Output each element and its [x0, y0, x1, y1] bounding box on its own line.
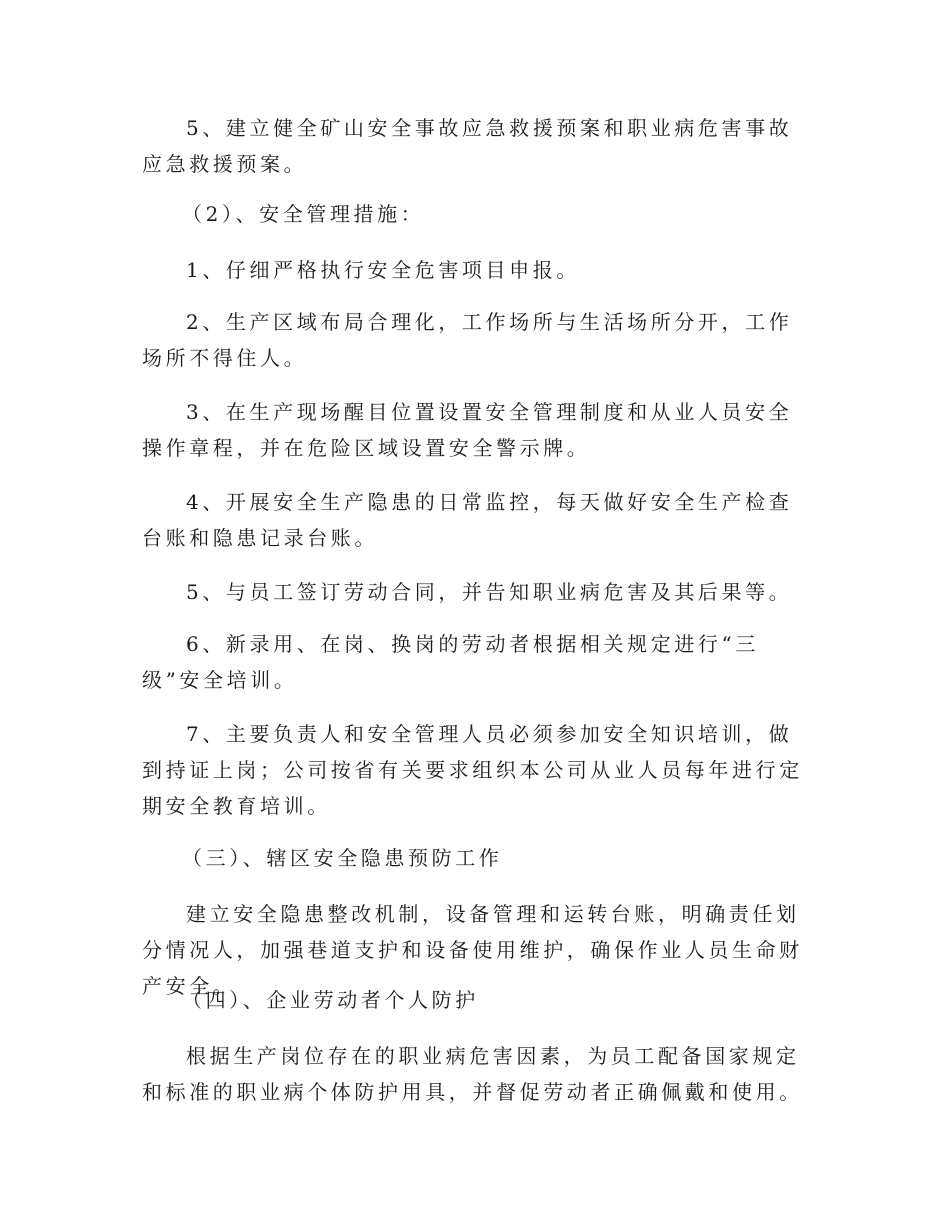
paragraph-protective-equipment: 根据生产岗位存在的职业病危害因素，为员工配备国家规定和标准的职业病个体防护用具，并督促劳动者正确佩戴和使用。	[142, 1044, 803, 1104]
section-heading-hazard-prevention: （三）、辖区安全隐患预防工作	[182, 846, 503, 870]
paragraph-item-7-certification: 7、主要负责人和安全管理人员必须参加安全知识培训，做到持证上岗；公司按省有关要求组织本公司从业人员每年进行定期安全教育培训。	[142, 722, 803, 818]
paragraph-item-6-training: 6、新录用、在岗、换岗的劳动者根据相关规定进行“三级”安全培训。	[142, 632, 759, 692]
section-heading-safety-measures: （2）、安全管理措施：	[182, 202, 425, 226]
paragraph-item-2-layout: 2、生产区域布局合理化，工作场所与生活场所分开，工作场所不得住人。	[142, 310, 793, 370]
section-heading-personal-protection: （四）、企业劳动者个人防护	[182, 988, 479, 1012]
paragraph-item-5-contract: 5、与员工签订劳动合同，并告知职业病危害及其后果等。	[186, 580, 793, 604]
paragraph-item-5-emergency-plan: 5、建立健全矿山安全事故应急救援预案和职业病危害事故应急救援预案。	[142, 116, 793, 176]
paragraph-item-3-signage: 3、在生产现场醒目位置设置安全管理制度和从业人员安全操作章程，并在危险区域设置安全警示牌。	[142, 400, 793, 460]
paragraph-item-4-monitoring: 4、开展安全生产隐患的日常监控，每天做好安全生产检查台账和隐患记录台账。	[142, 490, 793, 550]
paragraph-hazard-rectification: 建立安全隐患整改机制，设备管理和运转台账，明确责任划分情况人，加强巷道支护和设备使用维护，确保作业人员生命财产安全。	[142, 902, 803, 998]
paragraph-item-1-declaration: 1、仔细严格执行安全危害项目申报。	[186, 258, 580, 282]
